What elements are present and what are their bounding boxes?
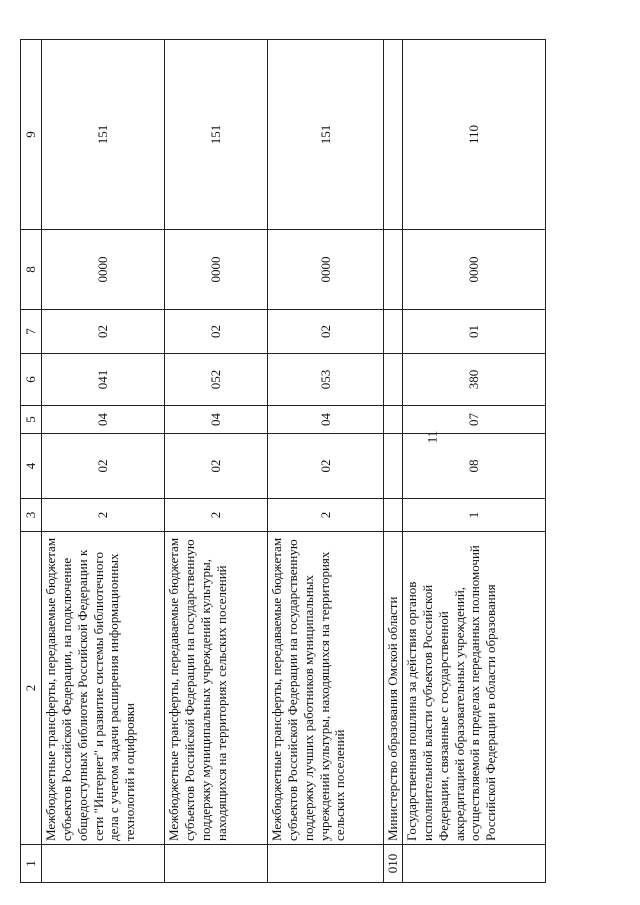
code-cell-col-8: 0000: [403, 230, 546, 310]
table-row: [268, 40, 384, 883]
organization-code: 010: [384, 845, 403, 883]
code-cell-col-6: 380: [403, 354, 546, 406]
code-cell-col-4: 08: [403, 434, 546, 499]
code-cell-col-9: 151: [42, 40, 165, 230]
column-header-6: 6: [21, 354, 42, 406]
table-row: [403, 40, 546, 883]
code-cell-col-7: 02: [268, 310, 384, 354]
code-cell-col-6: 052: [165, 354, 268, 406]
row-code-cell: [42, 845, 165, 883]
empty-cell: [384, 354, 403, 406]
empty-cell: [384, 230, 403, 310]
organization-row: [384, 40, 403, 883]
row-description: Межбюджетные трансферты, передаваемые бюджетам субъектов Российской Федерации, на подключение общедоступных библиотек Российской Федерации к сети "Интернет" и развитие системы библиотечного дела с учетом задачи расширения информационных технологий и оцифровки: [42, 532, 165, 845]
organization-name: Министерство образования Омской области: [384, 532, 403, 845]
row-description: Государственная пошлина за действия органов исполнительной власти субъектов Российской Федерации, связанные с государственной аккредитацией образовательных учреждений, осуществляемой в пределах переданных полномочий Российской Федерации в области образования: [403, 532, 546, 845]
code-cell-col-5: 04: [268, 406, 384, 434]
column-header-4: 4: [21, 434, 42, 499]
empty-cell: [384, 310, 403, 354]
code-cell-col-4: 02: [165, 434, 268, 499]
code-cell-col-5: 04: [165, 406, 268, 434]
empty-cell: [384, 406, 403, 434]
code-cell-col-6: 053: [268, 354, 384, 406]
row-code-cell: [165, 845, 268, 883]
table-body: [21, 40, 546, 883]
code-cell-col-4: 02: [268, 434, 384, 499]
code-cell-col-3: 2: [268, 499, 384, 532]
column-header-2: 2: [21, 532, 42, 845]
code-cell-col-7: 02: [165, 310, 268, 354]
code-cell-col-8: 0000: [165, 230, 268, 310]
empty-cell: [384, 499, 403, 532]
table-row: [42, 40, 165, 883]
code-cell-col-9: 151: [165, 40, 268, 230]
code-cell-col-7: 01: [403, 310, 546, 354]
table-row: [165, 40, 268, 883]
code-cell-col-4: 02: [42, 434, 165, 499]
row-description: Межбюджетные трансферты, передаваемые бюджетам субъектов Российской Федерации на государственную поддержку лучших работников муниципальных учреждений культуры, находящихся на территориях сельских поселений: [268, 532, 384, 845]
column-header-5: 5: [21, 406, 42, 434]
column-header-8: 8: [21, 230, 42, 310]
column-header-9: 9: [21, 40, 42, 230]
empty-cell: [384, 40, 403, 230]
code-cell-col-9: 151: [268, 40, 384, 230]
column-header-1: 1: [21, 845, 42, 883]
row-code-cell: [268, 845, 384, 883]
row-code-cell: [403, 845, 546, 883]
rotated-table-container: [20, 40, 546, 883]
budget-classification-table: [20, 39, 546, 883]
code-cell-col-5: 04: [42, 406, 165, 434]
code-cell-col-8: 0000: [42, 230, 165, 310]
code-cell-col-3: 1: [403, 499, 546, 532]
empty-cell: [384, 434, 403, 499]
row-description: Межбюджетные трансферты, передаваемые бюджетам субъектов Российской Федерации на государственную поддержку муниципальных учреждений культуры, находящихся на территориях сельских поселений: [165, 532, 268, 845]
column-header-7: 7: [21, 310, 42, 354]
code-cell-col-7: 02: [42, 310, 165, 354]
code-cell-col-5: 07: [403, 406, 546, 434]
header-row: [21, 40, 42, 883]
code-cell-col-3: 2: [165, 499, 268, 532]
code-cell-col-8: 0000: [268, 230, 384, 310]
code-cell-col-3: 2: [42, 499, 165, 532]
page-number: 11: [424, 430, 440, 444]
column-header-3: 3: [21, 499, 42, 532]
code-cell-col-9: 110: [403, 40, 546, 230]
code-cell-col-6: 041: [42, 354, 165, 406]
